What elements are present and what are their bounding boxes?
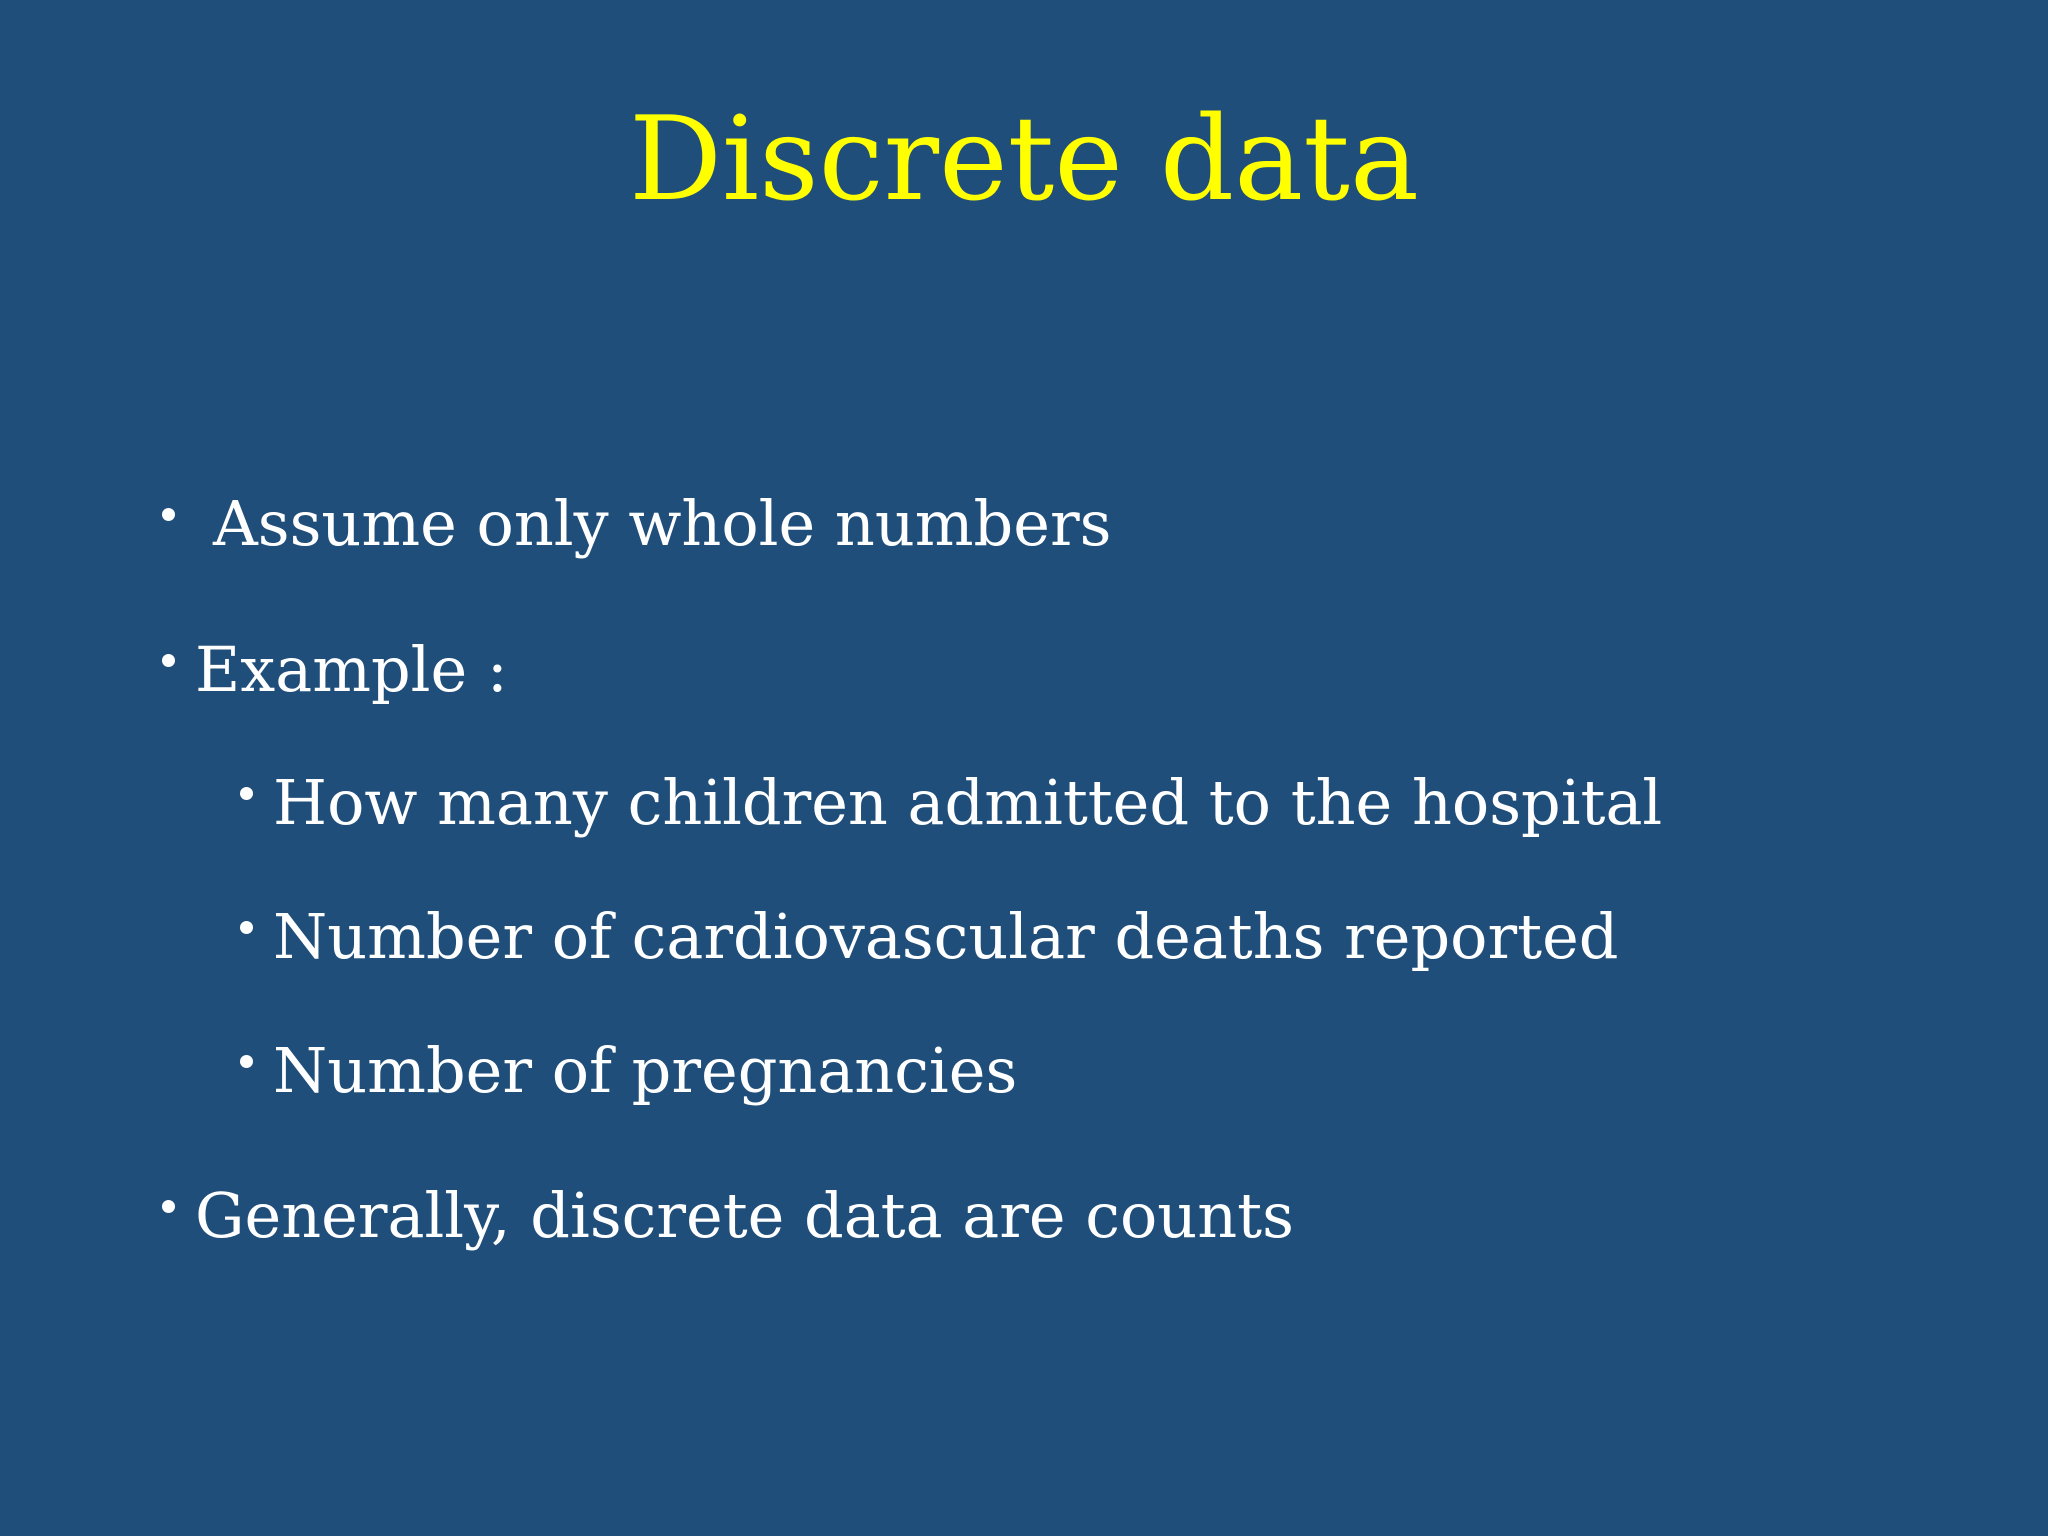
bullet-dot-icon xyxy=(240,921,253,934)
sub-bullet-item xyxy=(240,1031,1017,1111)
bullet-text: Assume only whole numbers xyxy=(213,487,1112,560)
bullet-text: Number of pregnancies xyxy=(273,1034,1018,1107)
bullet-item xyxy=(162,630,508,710)
bullet-dot-icon xyxy=(162,508,175,521)
bullet-text: Example : xyxy=(195,633,508,706)
bullet-dot-icon xyxy=(240,787,253,800)
sub-bullet-item xyxy=(240,897,1618,977)
bullet-text: Number of cardiovascular deaths reported xyxy=(273,900,1619,973)
bullet-item xyxy=(162,484,1111,564)
bullet-item xyxy=(162,1176,1294,1256)
bullet-dot-icon xyxy=(162,654,175,667)
bullet-text: Generally, discrete data are counts xyxy=(195,1179,1294,1252)
bullet-text: How many children admitted to the hospital xyxy=(273,766,1663,839)
slide-title: Discrete data xyxy=(628,92,1420,227)
bullet-dot-icon xyxy=(240,1055,253,1068)
sub-bullet-item xyxy=(240,763,1662,843)
bullet-dot-icon xyxy=(162,1200,175,1213)
